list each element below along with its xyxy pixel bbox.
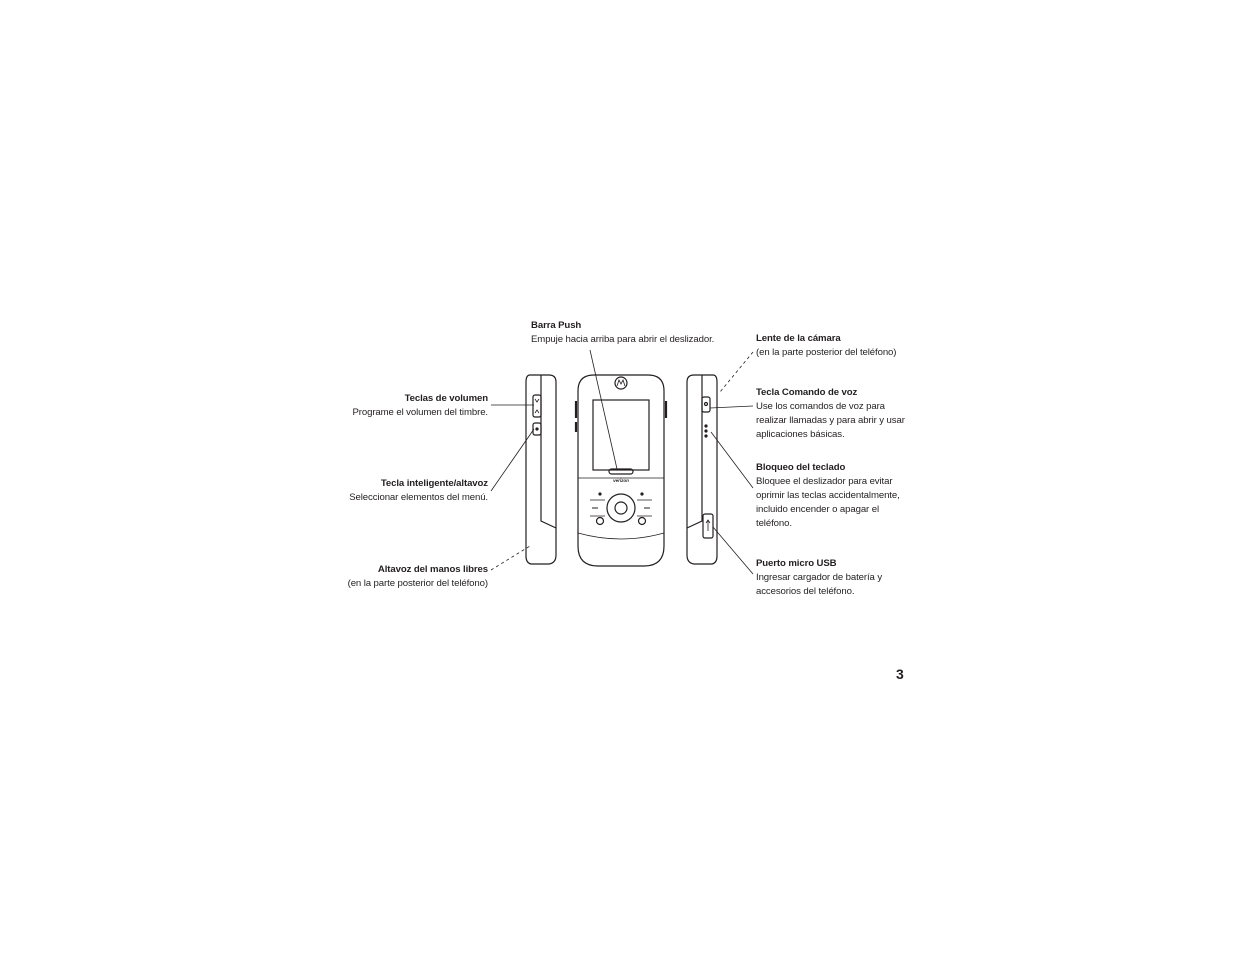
callout-volume-keys: [352, 392, 488, 420]
callout-voice-command-key: [756, 386, 905, 442]
callout-micro-usb: [756, 557, 882, 599]
micro-usb-line-1: Ingresar cargador de batería y: [756, 572, 883, 583]
volume-keys-title: Teclas de volumen: [404, 393, 488, 404]
phone-right-side-view: [687, 375, 717, 564]
voice-command-title: Tecla Comando de voz: [756, 387, 858, 398]
leader-push-bar: [590, 350, 617, 469]
keypad-lock-line-2: oprimir las teclas accidentalmente,: [756, 490, 900, 501]
phone-left-side-view: [526, 375, 556, 564]
camera-lens-description: (en la parte posterior del teléfono): [756, 347, 897, 358]
leader-camera: [720, 352, 753, 392]
display-screen: [593, 400, 649, 470]
navigation-key: [607, 494, 635, 522]
callout-keypad-lock: [756, 461, 900, 531]
keypad-lock-line-1: Bloquee el deslizador para evitar: [756, 476, 893, 487]
voice-command-line-2: realizar llamadas y para abrir y usar: [756, 415, 905, 426]
send-key: [597, 518, 604, 525]
keypad-lock-line-3: incluido encender o apagar el: [756, 504, 879, 515]
voice-command-line-3: aplicaciones básicas.: [756, 429, 845, 440]
camera-lens-title: Lente de la cámara: [756, 333, 841, 344]
smart-key-description: Seleccionar elementos del menú.: [349, 492, 488, 503]
leader-usb: [713, 527, 753, 574]
callout-handsfree-speaker: [348, 563, 488, 591]
leader-lines: [491, 350, 753, 574]
page-number: 3: [896, 666, 904, 682]
leader-speaker: [491, 546, 530, 570]
callout-push-bar: [531, 319, 714, 347]
callout-camera-lens: [756, 332, 896, 360]
keypad-lock-title: Bloqueo del teclado: [756, 462, 846, 473]
callout-smart-key: [349, 477, 488, 505]
keypad-lock-line-4: teléfono.: [756, 518, 792, 529]
handsfree-speaker-description: (en la parte posterior del teléfono): [347, 578, 488, 589]
volume-key-shape: [533, 395, 541, 417]
smart-key-title: Tecla inteligente/altavoz: [380, 478, 488, 489]
voice-command-line-1: Use los comandos de voz para: [756, 401, 885, 412]
push-bar-description: Empuje hacia arriba para abrir el deslizador.: [531, 334, 715, 345]
micro-usb-title: Puerto micro USB: [756, 558, 837, 569]
volume-keys-description: Programe el volumen del timbre.: [352, 407, 488, 418]
verizon-logo: verizon: [613, 478, 629, 483]
push-bar-title: Barra Push: [531, 320, 582, 331]
micro-usb-line-2: accesorios del teléfono.: [756, 586, 855, 597]
phone-front-view: [576, 375, 666, 566]
voice-command-key-shape: [702, 397, 710, 412]
handsfree-speaker-title: Altavoz del manos libres: [377, 564, 488, 575]
leader-smart-key: [491, 429, 534, 491]
motorola-logo: [615, 377, 627, 389]
end-key: [639, 518, 646, 525]
